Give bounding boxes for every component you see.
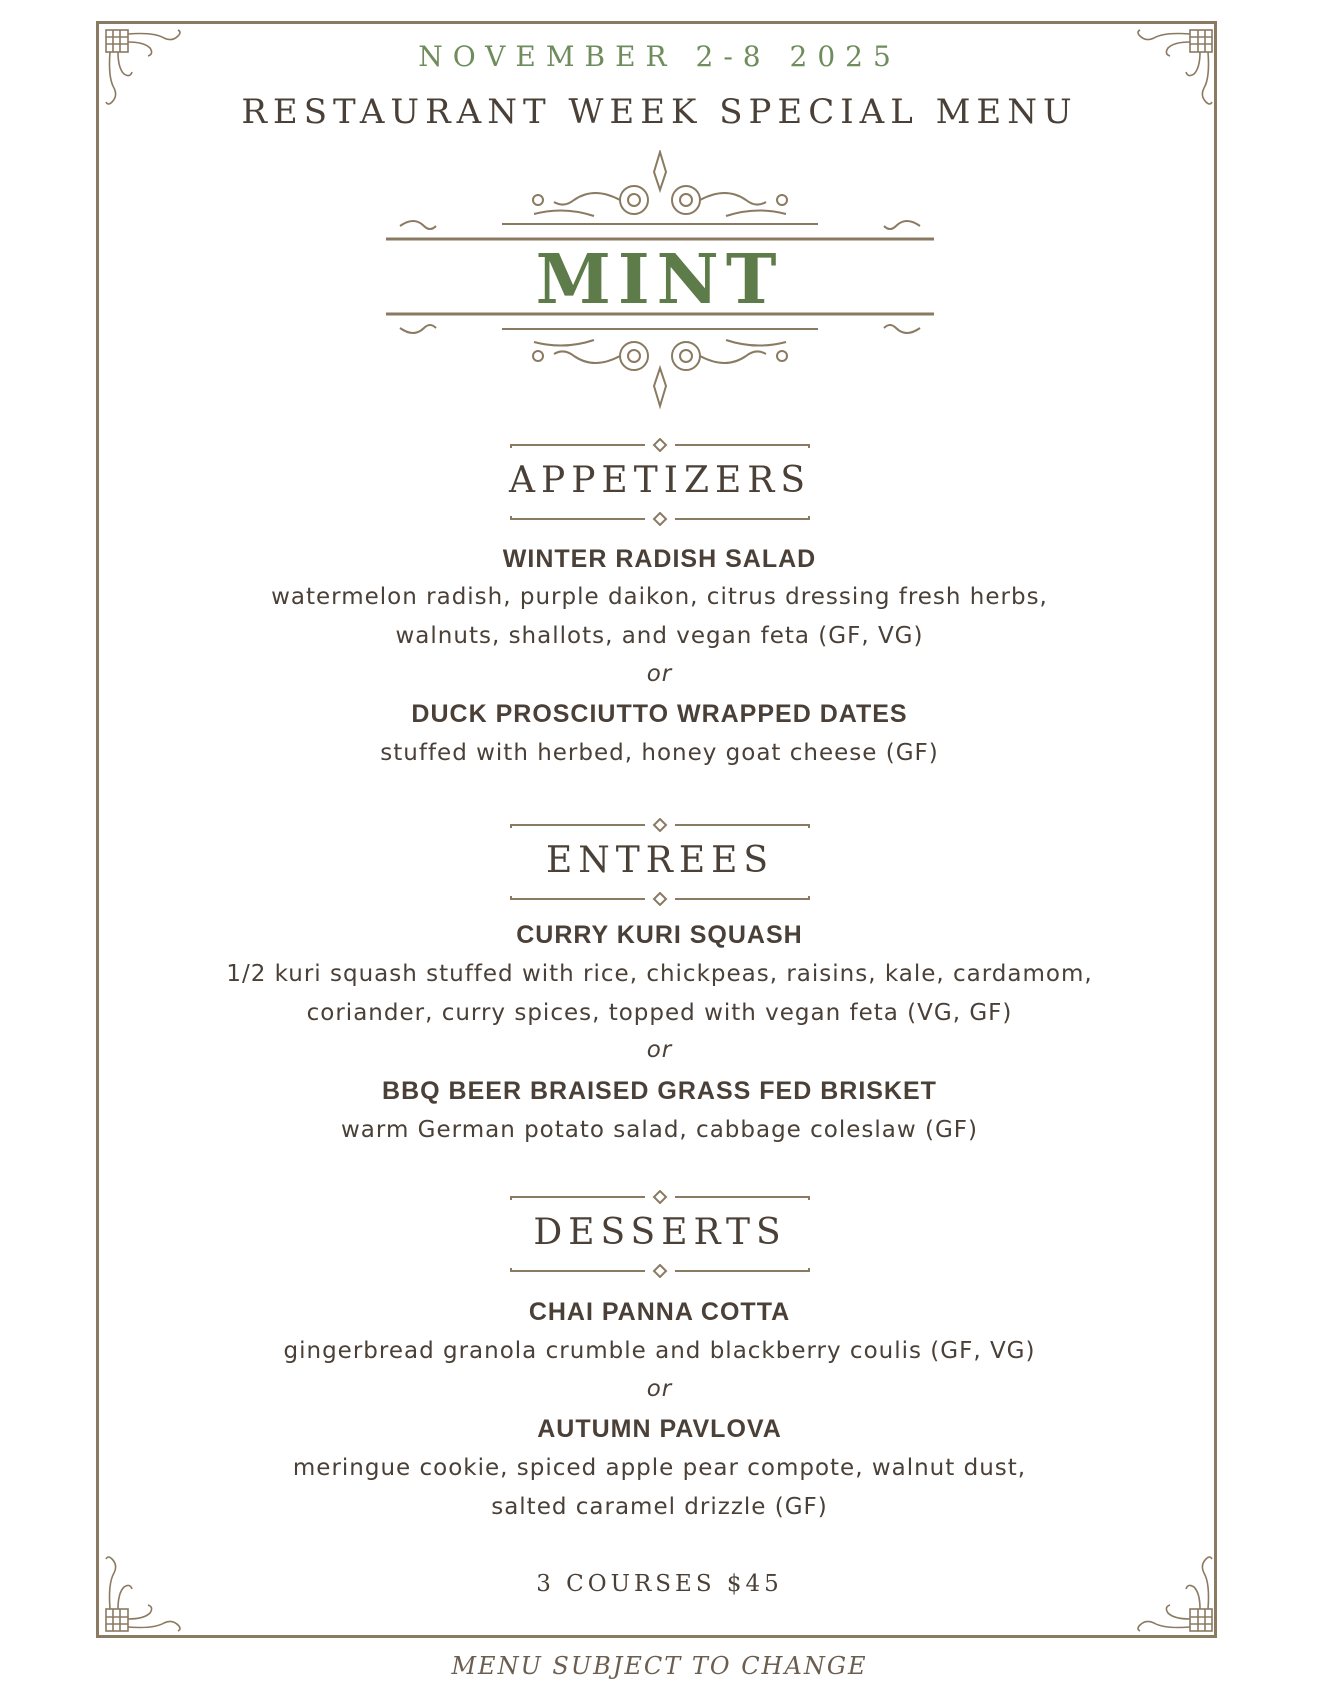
event-title: RESTAURANT WEEK SPECIAL MENU [241,92,1078,132]
dish-name: CURRY KURI SQUASH [516,921,803,949]
or-separator: or [646,1376,673,1402]
section-header-entrees [509,818,811,906]
divider-rule-icon [509,512,811,526]
dish-description: warm German potato salad, cabbage coleslaw (GF) [341,1117,978,1143]
dish-name: AUTUMN PAVLOVA [537,1415,782,1443]
dish-description: gingerbread granola crumble and blackberry coulis (GF, VG) [283,1338,1036,1364]
event-dates: NOVEMBER 2-8 2025 [418,40,901,73]
section-title: DESSERTS [533,1212,787,1253]
dish-description: meringue cookie, spiced apple pear compote, walnut dust, [292,1455,1027,1481]
or-separator: or [646,661,673,687]
title-ornament-bottom [384,310,936,410]
or-separator: or [646,1037,673,1063]
dish-description: watermelon radish, purple daikon, citrus dressing fresh herbs, [271,584,1048,610]
menu-footnote: MENU SUBJECT TO CHANGE [451,1652,868,1680]
divider-rule-icon [509,818,811,832]
dish-name: BBQ BEER BRAISED GRASS FED BRISKET [382,1077,937,1105]
dish-description: 1/2 kuri squash stuffed with rice, chickpeas, raisins, kale, cardamom, [226,961,1093,987]
restaurant-name: MINT [535,240,784,320]
dish-description: salted caramel drizzle (GF) [491,1494,828,1520]
section-header-appetizers [509,438,811,526]
dish-description: walnuts, shallots, and vegan feta (GF, VG) [395,623,924,649]
dish-name: WINTER RADISH SALAD [502,545,817,573]
course-price: 3 COURSES $45 [536,1571,783,1597]
dish-description: coriander, curry spices, topped with vegan feta (VG, GF) [306,1000,1013,1026]
section-title: APPETIZERS [508,460,811,501]
dish-description: stuffed with herbed, honey goat cheese (GF) [380,740,939,766]
title-ornament-top [384,150,936,245]
section-header-desserts [509,1190,811,1278]
divider-rule-icon [509,892,811,906]
section-title: ENTREES [545,840,775,881]
divider-rule-icon [509,438,811,452]
divider-rule-icon [509,1264,811,1278]
dish-name: DUCK PROSCIUTTO WRAPPED DATES [411,700,908,728]
divider-rule-icon [509,1190,811,1204]
dish-name: CHAI PANNA COTTA [528,1298,791,1326]
